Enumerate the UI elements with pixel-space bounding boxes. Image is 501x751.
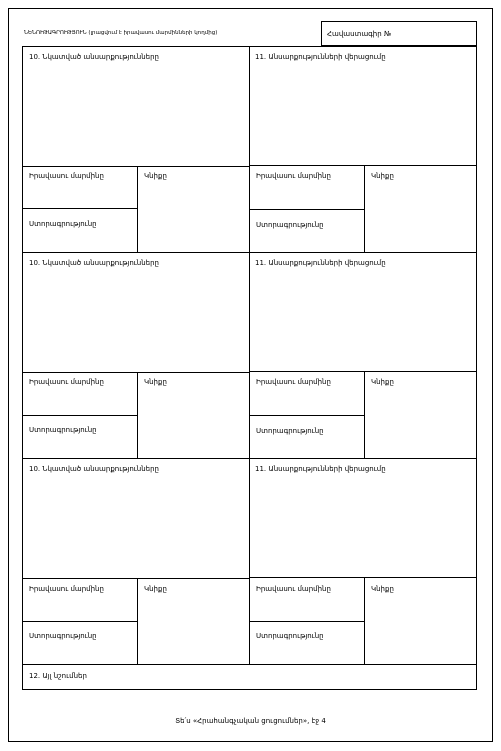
- authority-label: Իրավասու մարմինը: [29, 172, 104, 180]
- seal-label: Կնիքը: [371, 378, 394, 386]
- authority-label: Իրավասու մարմինը: [256, 172, 331, 180]
- seal-label: Կնիքը: [144, 585, 167, 593]
- seal-label: Կնիքը: [371, 585, 394, 593]
- observed-defects-label: 10. Նկատված անսարքությունները: [29, 465, 159, 473]
- signature-label: Ստորագրությունը: [256, 427, 324, 435]
- signature-label: Ստորագրությունը: [256, 221, 324, 229]
- seal-label: Կնիքը: [371, 172, 394, 180]
- observed-defects-label: 10. Նկատված անսարքությունները: [29, 259, 159, 267]
- signature-label: Ստորագրությունը: [29, 632, 97, 640]
- authority-label: Իրավասու մարմինը: [256, 378, 331, 386]
- other-notes-label: 12. Այլ նշումներ: [29, 672, 87, 680]
- authority-label: Իրավասու մարմինը: [256, 585, 331, 593]
- certificate-number-label: Հավաստագիր №: [327, 30, 392, 38]
- seal-label: Կնիքը: [144, 378, 167, 386]
- observed-defects-label: 10. Նկատված անսարքությունները: [29, 53, 159, 61]
- signature-label: Ստորագրությունը: [256, 632, 324, 640]
- defects-fix-label: 11. Անսարքությունների վերացումը: [255, 465, 386, 473]
- seal-label: Կնիքը: [144, 172, 167, 180]
- signature-label: Ստորագրությունը: [29, 426, 97, 434]
- form-title: ՆԵՆՈՒԹԱԳՐՈՒԹՅՈՒՆ (լրացվում է իրավասու մարմինների կողմից): [24, 30, 218, 36]
- certificate-number-box[interactable]: [321, 21, 477, 46]
- footer-note: Տե՛ս «Հրահանգչական ցուցումներ», էջ 4: [175, 717, 326, 725]
- authority-label: Իրավասու մարմինը: [29, 585, 104, 593]
- defects-fix-label: 11. Անսարքությունների վերացումը: [255, 259, 386, 267]
- defects-fix-label: 11. Անսարքությունների վերացումը: [255, 53, 386, 61]
- signature-label: Ստորագրությունը: [29, 220, 97, 228]
- authority-label: Իրավասու մարմինը: [29, 378, 104, 386]
